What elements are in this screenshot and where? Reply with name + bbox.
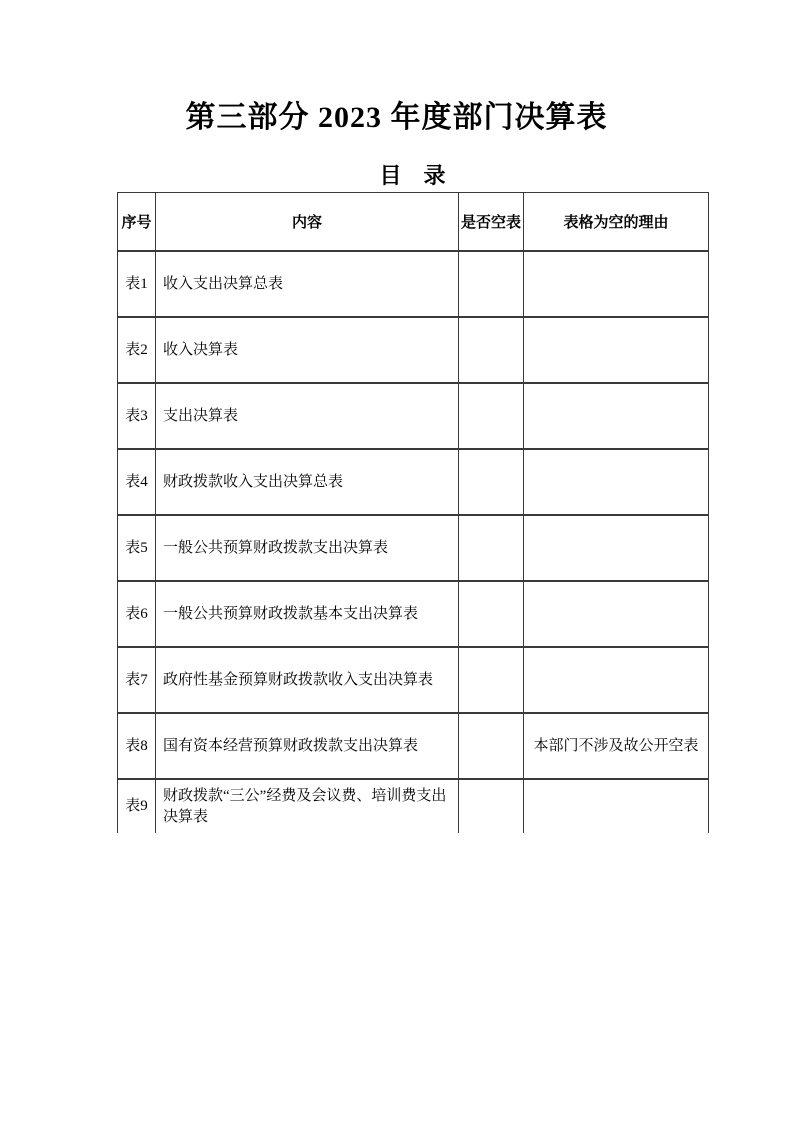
row-empty-reason bbox=[524, 581, 709, 647]
header-row bbox=[118, 193, 709, 252]
row-is-empty bbox=[459, 449, 524, 515]
row-is-empty bbox=[459, 251, 524, 317]
row-is-empty bbox=[459, 647, 524, 713]
row-empty-reason bbox=[524, 515, 709, 581]
row-empty-reason bbox=[524, 251, 709, 317]
row-empty-reason bbox=[524, 383, 709, 449]
table-row bbox=[118, 317, 709, 383]
row-serial-number: 表2 bbox=[118, 317, 156, 383]
table-row bbox=[118, 515, 709, 581]
toc-table bbox=[117, 192, 709, 833]
row-is-empty bbox=[459, 515, 524, 581]
row-content: 国有资本经营预算财政拨款支出决算表 bbox=[156, 713, 459, 779]
header-is-empty: 是否空表 bbox=[459, 193, 524, 252]
row-is-empty bbox=[459, 713, 524, 779]
row-content: 财政拨款收入支出决算总表 bbox=[156, 449, 459, 515]
row-content: 收入支出决算总表 bbox=[156, 251, 459, 317]
row-is-empty bbox=[459, 383, 524, 449]
toc-table-header bbox=[118, 193, 709, 252]
row-empty-reason bbox=[524, 449, 709, 515]
row-empty-reason bbox=[524, 317, 709, 383]
table-row bbox=[118, 581, 709, 647]
row-empty-reason bbox=[524, 779, 709, 833]
header-empty-reason: 表格为空的理由 bbox=[524, 193, 709, 252]
toc-table-container bbox=[117, 192, 708, 833]
row-content: 收入决算表 bbox=[156, 317, 459, 383]
row-serial-number: 表3 bbox=[118, 383, 156, 449]
row-empty-reason bbox=[524, 647, 709, 713]
row-content: 一般公共预算财政拨款基本支出决算表 bbox=[156, 581, 459, 647]
table-row bbox=[118, 779, 709, 833]
row-serial-number: 表8 bbox=[118, 713, 156, 779]
toc-heading: 目 录 bbox=[379, 163, 446, 188]
row-serial-number: 表6 bbox=[118, 581, 156, 647]
row-serial-number: 表1 bbox=[118, 251, 156, 317]
page-title: 第三部分 2023 年度部门决算表 bbox=[185, 101, 608, 134]
table-row bbox=[118, 647, 709, 713]
table-row bbox=[118, 449, 709, 515]
row-content: 财政拨款“三公”经费及会议费、培训费支出决算表 bbox=[156, 779, 459, 833]
row-content: 一般公共预算财政拨款支出决算表 bbox=[156, 515, 459, 581]
header-content: 内容 bbox=[156, 193, 459, 252]
table-row bbox=[118, 713, 709, 779]
table-row bbox=[118, 383, 709, 449]
row-content: 支出决算表 bbox=[156, 383, 459, 449]
row-serial-number: 表9 bbox=[118, 779, 156, 833]
row-is-empty bbox=[459, 317, 524, 383]
row-serial-number: 表5 bbox=[118, 515, 156, 581]
row-serial-number: 表4 bbox=[118, 449, 156, 515]
table-row bbox=[118, 251, 709, 317]
row-empty-reason: 本部门不涉及故公开空表 bbox=[524, 713, 709, 779]
toc-table-body bbox=[118, 251, 709, 833]
header-serial-number: 序号 bbox=[118, 193, 156, 252]
row-is-empty bbox=[459, 779, 524, 833]
row-is-empty bbox=[459, 581, 524, 647]
row-serial-number: 表7 bbox=[118, 647, 156, 713]
row-content: 政府性基金预算财政拨款收入支出决算表 bbox=[156, 647, 459, 713]
